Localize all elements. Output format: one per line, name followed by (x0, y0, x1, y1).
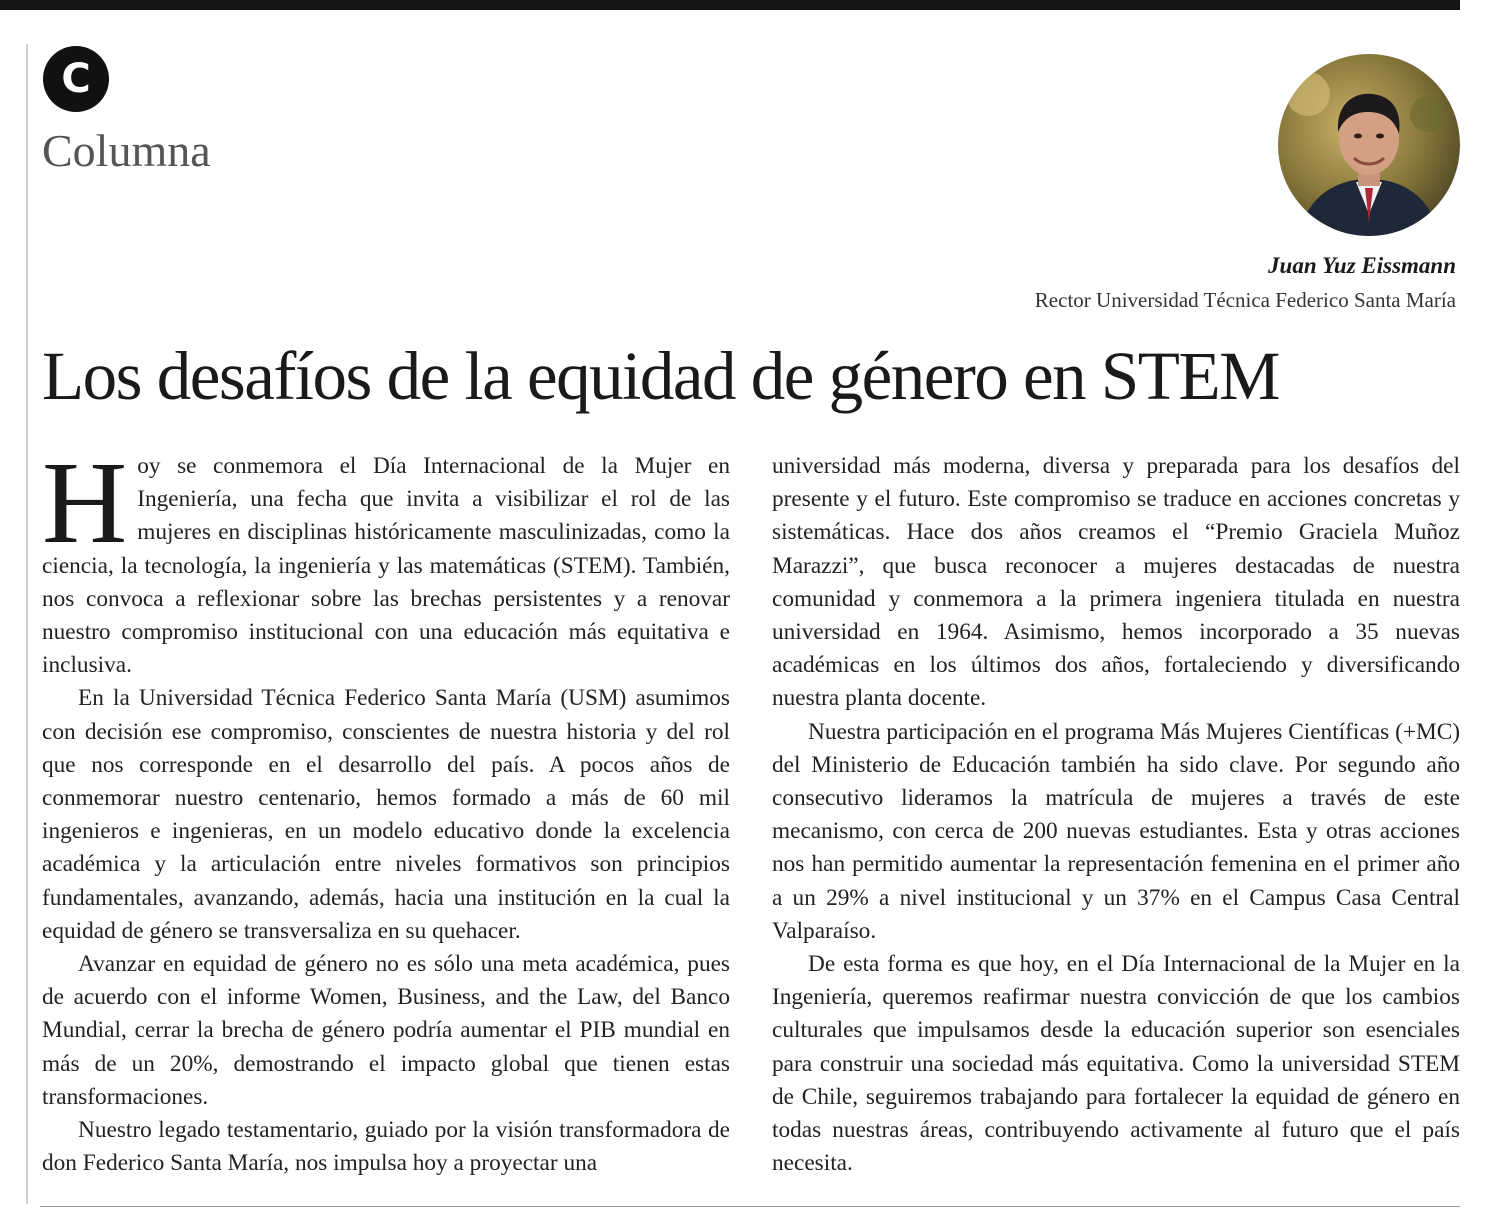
article-paragraph (42, 437, 730, 682)
article-paragraph-continued: universidad más moderna, diversa y preparada para los desafíos del presente y el futuro. Este compromiso se traduce en acciones concretas y sistemáticas. Hace dos años creamos el “Premio Graciela Muñoz Marazzi”, que busca reconocer a mujeres destacadas de nuestra comunidad y conmemora a la primera ingeniera titulada en nuestra universidad en 1964. Asimismo, hemos incorporado a 35 nuevas académicas en los últimos dos años, fortaleciendo y diversificando nuestra planta docente. (772, 453, 1460, 712)
article-paragraph: Nuestra participación en el programa Más Mujeres Científicas (+MC) del Ministerio de Educación también ha sido clave. Por segundo año consecutivo lideramos la matrícula de mujeres a través de este mecanismo, con cerca de 200 nuevas estudiantes. Esta y otras acciones nos han permitido aumentar la representación femenina en el primer año a un 29% a nivel institucional y un 37% en el Campus Casa Central Valparaíso. (772, 718, 1460, 944)
author-portrait-illustration (1278, 54, 1460, 236)
article-column-right (772, 450, 1460, 1180)
article-paragraph: De esta forma es que hoy, en el Día Internacional de la Mujer en la Ingeniería, queremos reafirmar nuestra convicción de que los cambios culturales que impulsamos desde la educación superior son esenciales para construir una sociedad más equitativa. Como la universidad STEM de Chile, seguiremos trabajando para fortalecer la equidad de género en todas nuestras áreas, contribuyendo activamente al futuro que el país necesita. (772, 951, 1460, 1177)
author-photo (1278, 54, 1460, 236)
article-column-left (42, 437, 730, 1180)
article-paragraph: Nuestro legado testamentario, guiado por la visión transformadora de don Federico Santa María, nos impulsa hoy a proyectar una (42, 1117, 730, 1177)
left-margin-rule (26, 44, 28, 1204)
section-label: Columna (42, 125, 211, 176)
author-name: Juan Yuz Eissmann (1268, 253, 1456, 278)
section-badge-letter: C (61, 56, 91, 102)
section-badge (43, 46, 109, 112)
article-paragraph: En la Universidad Técnica Federico Santa María (USM) asumimos con decisión ese compromiso, conscientes de nuestra historia y del rol que nos corresponde en el desarrollo del país. A pocos años de conmemorar nuestro centenario, hemos formado a más de 60 mil ingenieros e ingenieras, en un modelo educativo donde la excelencia académica y la articulación entre niveles formativos son principios fundamentales, avanzando, además, hacia una institución en la cual la equidad de género se transversaliza en su quehacer. (42, 685, 730, 944)
paragraph-text: oy se conmemora el Día Internacional de la Mujer en Ingeniería, una fecha que invita a visibilizar el rol de las mujeres en disciplinas históricamente masculinizadas, como la ciencia, la tecnología, la ingeniería y las matemáticas (STEM). También, nos convoca a reflexionar sobre las brechas persistentes y a renovar nuestro compromiso institucional con una educación más equitativa e inclusiva. (42, 453, 730, 679)
drop-cap: H (42, 437, 128, 568)
article-headline: Los desafíos de la equidad de género en STEM (42, 338, 1279, 414)
top-rule (0, 0, 1460, 10)
article-paragraph: Avanzar en equidad de género no es sólo una meta académica, pues de acuerdo con el informe Women, Business, and the Law, del Banco Mundial, cerrar la brecha de género podría aumentar el PIB mundial en más de un 20%, demostrando el impacto global que tienen estas transformaciones. (42, 951, 730, 1110)
author-role: Rector Universidad Técnica Federico Santa María (1034, 288, 1456, 312)
bottom-rule (40, 1206, 1460, 1207)
